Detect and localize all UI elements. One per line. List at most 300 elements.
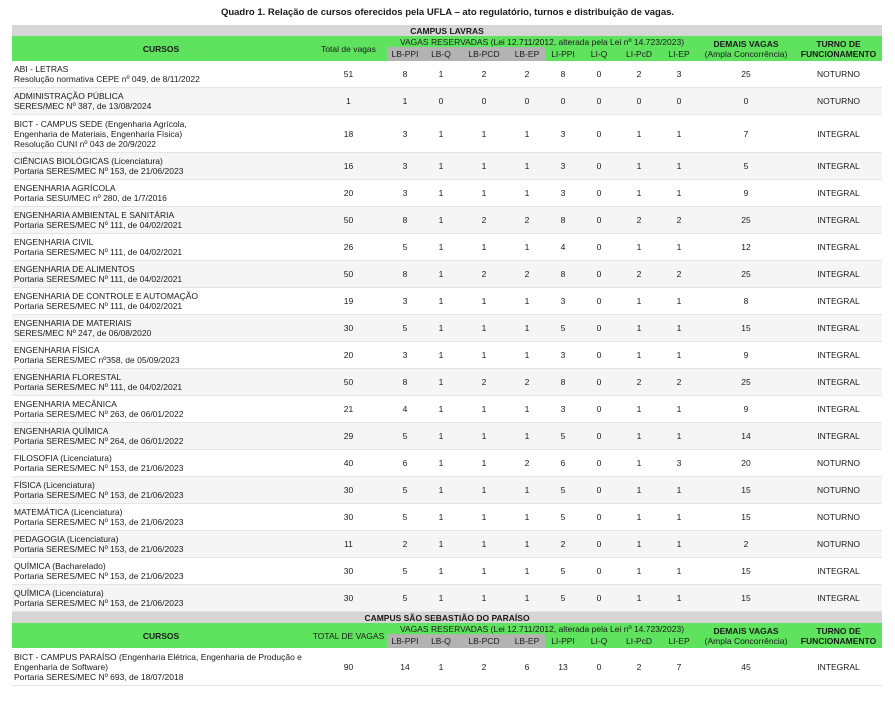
quota-lb-pcd: 1 — [459, 115, 509, 153]
demais-vagas: 25 — [697, 369, 795, 396]
quota-li-pcd: 1 — [617, 396, 661, 423]
quota-lb-q: 1 — [423, 558, 459, 585]
courses-table — [12, 25, 882, 686]
quota-li-ep: 1 — [661, 558, 697, 585]
course-name: QUÍMICA (Licenciatura) — [14, 588, 104, 598]
course-name: ENGENHARIA DE CONTROLE E AUTOMAÇÃO — [14, 291, 199, 301]
table-caption: Quadro 1. Relação de cursos oferecidos pela UFLA – ato regulatório, turnos e distribuição de vagas. — [220, 7, 675, 18]
course-name-cell — [12, 315, 310, 342]
header-turno-line2: FUNCIONAMENTO — [800, 48, 877, 59]
course-act: Engenharia de Software) — [14, 661, 109, 672]
quota-li-pcd: 1 — [617, 234, 661, 261]
quota-li-ppi: 5 — [545, 585, 581, 612]
quota-li-pcd: 2 — [617, 261, 661, 288]
quota-li-ep: 1 — [661, 342, 697, 369]
turno: INTEGRAL — [795, 369, 882, 396]
total-vagas: 50 — [310, 261, 387, 288]
quota-lb-q: 1 — [423, 585, 459, 612]
quota-li-pcd: 1 — [617, 531, 661, 558]
header-demais-line2: (Ampla Concorrência) — [704, 48, 788, 59]
turno: INTEGRAL — [795, 558, 882, 585]
quota-li-q: 0 — [581, 61, 617, 88]
demais-vagas: 0 — [697, 88, 795, 115]
course-act: Portaria SERES/MEC Nº 111, de 04/02/2021 — [14, 220, 183, 230]
course-name: PEDAGOGIA (Licenciatura) — [14, 534, 119, 544]
header-quota-li-ppi: LI-PPI — [545, 47, 581, 61]
table-row — [12, 477, 882, 504]
demais-vagas: 9 — [697, 396, 795, 423]
total-vagas: 20 — [310, 342, 387, 369]
quota-li-q: 0 — [581, 450, 617, 477]
quota-li-pcd: 2 — [617, 207, 661, 234]
quota-lb-ep: 1 — [509, 342, 545, 369]
course-name: ENGENHARIA FLORESTAL — [14, 372, 122, 382]
course-act: Portaria SERES/MEC Nº 111, de 04/02/2021 — [14, 301, 183, 311]
total-vagas: 30 — [310, 558, 387, 585]
course-name-cell — [12, 648, 310, 686]
quota-lb-pcd: 1 — [459, 477, 509, 504]
header-quota-lb-ep: LB-EP — [509, 47, 545, 61]
course-act: Resolução CUNI nº 043 de 20/9/2022 — [14, 138, 157, 149]
header-quota-li-ep: LI-EP — [661, 634, 697, 648]
quota-li-q: 0 — [581, 234, 617, 261]
quota-li-q: 0 — [581, 180, 617, 207]
demais-vagas: 20 — [697, 450, 795, 477]
quota-lb-q: 1 — [423, 504, 459, 531]
quota-li-ep: 2 — [661, 207, 697, 234]
header-demais-line1: DEMAIS VAGAS — [713, 38, 779, 49]
course-name-cell — [12, 585, 310, 612]
header-quota-li-ep: LI-EP — [661, 47, 697, 61]
turno: NOTURNO — [795, 504, 882, 531]
header-quota-lb-pcd: LB-PCD — [459, 47, 509, 61]
demais-vagas: 8 — [697, 288, 795, 315]
header-quota-li-ppi: LI-PPI — [545, 634, 581, 648]
demais-vagas: 25 — [697, 261, 795, 288]
quota-li-q: 0 — [581, 648, 617, 686]
quota-li-q: 0 — [581, 558, 617, 585]
quota-li-ep: 1 — [661, 234, 697, 261]
quota-li-ep: 1 — [661, 153, 697, 180]
quota-lb-ppi: 8 — [387, 369, 423, 396]
turno: INTEGRAL — [795, 115, 882, 153]
quota-lb-pcd: 1 — [459, 315, 509, 342]
quota-li-ep: 1 — [661, 288, 697, 315]
quota-lb-pcd: 2 — [459, 648, 509, 686]
quota-lb-pcd: 1 — [459, 504, 509, 531]
total-vagas: 29 — [310, 423, 387, 450]
total-vagas: 50 — [310, 369, 387, 396]
total-vagas: 16 — [310, 153, 387, 180]
quota-lb-q: 1 — [423, 234, 459, 261]
quota-lb-pcd: 1 — [459, 423, 509, 450]
quota-lb-ppi: 14 — [387, 648, 423, 686]
table-row — [12, 531, 882, 558]
quota-lb-ep: 1 — [509, 115, 545, 153]
quota-li-q: 0 — [581, 115, 617, 153]
quota-li-ep: 1 — [661, 585, 697, 612]
quota-lb-ep: 1 — [509, 180, 545, 207]
table-row — [12, 423, 882, 450]
quota-lb-ep: 1 — [509, 423, 545, 450]
table-row — [12, 504, 882, 531]
course-name-cell — [12, 531, 310, 558]
course-act: Portaria SERES/MEC Nº 153, de 21/06/2023 — [14, 490, 184, 500]
header-demais-line2: (Ampla Concorrência) — [704, 635, 788, 646]
turno: INTEGRAL — [795, 288, 882, 315]
quota-lb-q: 1 — [423, 369, 459, 396]
quota-li-ep: 1 — [661, 477, 697, 504]
quota-lb-pcd: 1 — [459, 396, 509, 423]
course-name: BICT - CAMPUS SEDE (Engenharia Agrícola, — [14, 118, 187, 129]
quota-lb-q: 1 — [423, 115, 459, 153]
turno: NOTURNO — [795, 88, 882, 115]
quota-lb-ppi: 5 — [387, 585, 423, 612]
quota-lb-pcd: 1 — [459, 531, 509, 558]
table-row — [12, 234, 882, 261]
quota-li-pcd: 1 — [617, 585, 661, 612]
quota-lb-q: 1 — [423, 207, 459, 234]
turno: INTEGRAL — [795, 153, 882, 180]
demais-vagas: 45 — [697, 648, 795, 686]
course-name-cell — [12, 207, 310, 234]
course-name-cell — [12, 115, 310, 153]
table-row — [12, 261, 882, 288]
quota-lb-q: 1 — [423, 450, 459, 477]
quota-lb-q: 1 — [423, 531, 459, 558]
quota-lb-ppi: 3 — [387, 115, 423, 153]
quota-lb-ppi: 3 — [387, 288, 423, 315]
quota-lb-ppi: 5 — [387, 423, 423, 450]
course-act: Portaria SERES/MEC Nº 153, de 21/06/2023 — [14, 571, 184, 581]
table-row — [12, 180, 882, 207]
quota-lb-ep: 0 — [509, 88, 545, 115]
quota-li-ep: 1 — [661, 115, 697, 153]
quota-lb-ppi: 5 — [387, 477, 423, 504]
quota-lb-pcd: 1 — [459, 342, 509, 369]
quota-lb-pcd: 2 — [459, 61, 509, 88]
demais-vagas: 15 — [697, 477, 795, 504]
course-name: ENGENHARIA FÍSICA — [14, 345, 100, 355]
demais-vagas: 15 — [697, 558, 795, 585]
course-act: Portaria SERES/MEC nº358, de 05/09/2023 — [14, 355, 180, 365]
turno: INTEGRAL — [795, 261, 882, 288]
quota-li-pcd: 1 — [617, 288, 661, 315]
header-quota-lb-q: LB-Q — [423, 634, 459, 648]
total-vagas: 20 — [310, 180, 387, 207]
course-name: FILOSOFIA (Licenciatura) — [14, 453, 112, 463]
quota-lb-pcd: 1 — [459, 180, 509, 207]
turno: NOTURNO — [795, 61, 882, 88]
table-row — [12, 450, 882, 477]
header-reserved-group: VAGAS RESERVADAS (Lei 12.711/2012, alterada pela Lei nº 14.723/2023) — [387, 623, 697, 634]
quota-li-q: 0 — [581, 288, 617, 315]
quota-lb-ep: 1 — [509, 153, 545, 180]
quota-li-ppi: 8 — [545, 207, 581, 234]
course-name-cell — [12, 61, 310, 88]
quota-li-pcd: 1 — [617, 153, 661, 180]
header-total: Total de vagas — [310, 36, 387, 61]
header-quota-li-pcd: LI-PcD — [617, 634, 661, 648]
quota-lb-ep: 1 — [509, 396, 545, 423]
course-act: Portaria SERES/MEC Nº 693, de 18/07/2018 — [14, 671, 184, 682]
quota-li-ep: 1 — [661, 315, 697, 342]
course-act: Portaria SERES/MEC Nº 111, de 04/02/2021 — [14, 274, 183, 284]
quota-li-q: 0 — [581, 342, 617, 369]
course-name-cell — [12, 423, 310, 450]
quota-li-pcd: 1 — [617, 558, 661, 585]
quota-lb-pcd: 1 — [459, 153, 509, 180]
quota-li-q: 0 — [581, 88, 617, 115]
quota-li-pcd: 1 — [617, 450, 661, 477]
course-act: SERES/MEC Nº 387, de 13/08/2024 — [14, 101, 152, 111]
quota-li-q: 0 — [581, 315, 617, 342]
turno: INTEGRAL — [795, 207, 882, 234]
total-vagas: 30 — [310, 477, 387, 504]
course-act: Portaria SERES/MEC Nº 264, de 06/01/2022 — [14, 436, 184, 446]
header-turno-line1: TURNO DE — [816, 38, 861, 49]
header-quota-li-q: LI-Q — [581, 634, 617, 648]
quota-lb-ppi: 4 — [387, 396, 423, 423]
quota-lb-ep: 1 — [509, 531, 545, 558]
quota-lb-ppi: 5 — [387, 315, 423, 342]
total-vagas: 26 — [310, 234, 387, 261]
quota-li-ppi: 2 — [545, 531, 581, 558]
quota-li-pcd: 1 — [617, 477, 661, 504]
header-quota-lb-ppi: LB-PPI — [387, 47, 423, 61]
quota-lb-q: 0 — [423, 88, 459, 115]
header-cursos: CURSOS — [12, 623, 310, 648]
course-name: BICT - CAMPUS PARAÍSO (Engenharia Elétrica, Engenharia de Produção e — [14, 651, 302, 662]
turno: INTEGRAL — [795, 342, 882, 369]
quota-lb-pcd: 2 — [459, 261, 509, 288]
quota-lb-ep: 1 — [509, 477, 545, 504]
quota-lb-q: 1 — [423, 342, 459, 369]
course-name: ENGENHARIA AGRÍCOLA — [14, 183, 116, 193]
turno: INTEGRAL — [795, 315, 882, 342]
table-row — [12, 315, 882, 342]
demais-vagas: 9 — [697, 342, 795, 369]
course-act: Engenharia de Materiais, Engenharia Física) — [14, 128, 183, 139]
course-name-cell — [12, 153, 310, 180]
quota-lb-ppi: 1 — [387, 88, 423, 115]
course-act: Portaria SERES/MEC Nº 263, de 06/01/2022 — [14, 409, 184, 419]
total-vagas: 30 — [310, 504, 387, 531]
quota-lb-ppi: 5 — [387, 558, 423, 585]
course-name: MATEMÁTICA (Licenciatura) — [14, 507, 123, 517]
demais-vagas: 12 — [697, 234, 795, 261]
table-row — [12, 342, 882, 369]
quota-li-ep: 1 — [661, 180, 697, 207]
course-name-cell — [12, 288, 310, 315]
total-vagas: 1 — [310, 88, 387, 115]
quota-li-ppi: 3 — [545, 115, 581, 153]
header-quota-lb-ppi: LB-PPI — [387, 634, 423, 648]
quota-li-q: 0 — [581, 477, 617, 504]
quota-lb-ep: 1 — [509, 234, 545, 261]
quota-lb-ppi: 3 — [387, 180, 423, 207]
total-vagas: 50 — [310, 207, 387, 234]
course-act: Portaria SERES/MEC Nº 111, de 04/02/2021 — [14, 382, 183, 392]
turno: INTEGRAL — [795, 648, 882, 686]
header-cursos: CURSOS — [12, 36, 310, 61]
quota-li-ppi: 3 — [545, 288, 581, 315]
quota-li-q: 0 — [581, 423, 617, 450]
course-name-cell — [12, 369, 310, 396]
quota-li-ep: 1 — [661, 423, 697, 450]
header-quota-lb-q: LB-Q — [423, 47, 459, 61]
turno: INTEGRAL — [795, 423, 882, 450]
quota-li-q: 0 — [581, 585, 617, 612]
quota-lb-ep: 2 — [509, 369, 545, 396]
quota-li-ep: 2 — [661, 369, 697, 396]
quota-li-pcd: 1 — [617, 180, 661, 207]
course-name-cell — [12, 88, 310, 115]
quota-li-q: 0 — [581, 153, 617, 180]
quota-li-ppi: 5 — [545, 477, 581, 504]
quota-li-ep: 3 — [661, 450, 697, 477]
table-row — [12, 648, 882, 686]
course-name-cell — [12, 504, 310, 531]
demais-vagas: 15 — [697, 315, 795, 342]
quota-lb-q: 1 — [423, 477, 459, 504]
table-row — [12, 207, 882, 234]
turno: NOTURNO — [795, 450, 882, 477]
quota-li-ep: 7 — [661, 648, 697, 686]
course-name: ENGENHARIA AMBIENTAL E SANITÁRIA — [14, 210, 175, 220]
course-name-cell — [12, 234, 310, 261]
table-row — [12, 396, 882, 423]
quota-li-pcd: 2 — [617, 648, 661, 686]
header-turno-line1: TURNO DE — [816, 625, 861, 636]
quota-li-ppi: 3 — [545, 396, 581, 423]
course-act: Portaria SERES/MEC Nº 153, de 21/06/2023 — [14, 166, 184, 176]
quota-lb-ep: 1 — [509, 558, 545, 585]
course-act: Resolução normativa CEPE nº 049, de 8/11/2022 — [14, 74, 200, 84]
quota-li-pcd: 1 — [617, 315, 661, 342]
course-name-cell — [12, 477, 310, 504]
quota-li-ep: 1 — [661, 531, 697, 558]
demais-vagas: 9 — [697, 180, 795, 207]
table-row — [12, 585, 882, 612]
total-vagas: 30 — [310, 585, 387, 612]
total-vagas: 90 — [310, 648, 387, 686]
quota-lb-ep: 2 — [509, 207, 545, 234]
quota-li-ppi: 8 — [545, 369, 581, 396]
quota-li-ppi: 5 — [545, 423, 581, 450]
demais-vagas: 15 — [697, 585, 795, 612]
quota-lb-q: 1 — [423, 423, 459, 450]
quota-lb-ppi: 3 — [387, 342, 423, 369]
course-act: SERES/MEC Nº 247, de 06/08/2020 — [14, 328, 152, 338]
course-name: QUÍMICA (Bacharelado) — [14, 561, 106, 571]
quota-lb-pcd: 0 — [459, 88, 509, 115]
column-header-row — [12, 623, 882, 634]
quota-li-ppi: 3 — [545, 153, 581, 180]
turno: INTEGRAL — [795, 180, 882, 207]
quota-lb-q: 1 — [423, 61, 459, 88]
header-turno — [795, 623, 882, 648]
course-name: ENGENHARIA DE ALIMENTOS — [14, 264, 135, 274]
course-act: Portaria SERES/MEC Nº 153, de 21/06/2023 — [14, 544, 184, 554]
header-total: TOTAL DE VAGAS — [310, 623, 387, 648]
quota-lb-ep: 1 — [509, 504, 545, 531]
demais-vagas: 15 — [697, 504, 795, 531]
campus-header-row — [12, 25, 882, 36]
quota-lb-pcd: 1 — [459, 234, 509, 261]
quota-lb-pcd: 2 — [459, 369, 509, 396]
total-vagas: 19 — [310, 288, 387, 315]
quota-li-ppi: 5 — [545, 504, 581, 531]
column-header-row — [12, 36, 882, 47]
course-name: ADMINISTRAÇÃO PÚBLICA — [14, 91, 124, 101]
course-name-cell — [12, 396, 310, 423]
course-name: ENGENHARIA MECÂNICA — [14, 399, 117, 409]
quota-lb-pcd: 2 — [459, 207, 509, 234]
quota-lb-ep: 1 — [509, 315, 545, 342]
quota-li-q: 0 — [581, 207, 617, 234]
quota-li-ppi: 5 — [545, 558, 581, 585]
course-name-cell — [12, 180, 310, 207]
quota-lb-q: 1 — [423, 261, 459, 288]
course-name: CIÊNCIAS BIOLÓGICAS (Licenciatura) — [14, 156, 163, 166]
quota-lb-ppi: 8 — [387, 61, 423, 88]
course-name: ENGENHARIA CIVIL — [14, 237, 94, 247]
quota-lb-q: 1 — [423, 180, 459, 207]
quota-li-ppi: 0 — [545, 88, 581, 115]
quota-lb-ep: 1 — [509, 585, 545, 612]
demais-vagas: 14 — [697, 423, 795, 450]
table-row — [12, 153, 882, 180]
header-quota-li-q: LI-Q — [581, 47, 617, 61]
total-vagas: 40 — [310, 450, 387, 477]
quota-lb-ppi: 2 — [387, 531, 423, 558]
table-row — [12, 115, 882, 153]
course-act: Portaria SERES/MEC Nº 153, de 21/06/2023 — [14, 463, 184, 473]
quota-li-pcd: 2 — [617, 61, 661, 88]
quota-li-ppi: 13 — [545, 648, 581, 686]
quota-li-ep: 1 — [661, 504, 697, 531]
course-name-cell — [12, 558, 310, 585]
quota-li-ppi: 3 — [545, 342, 581, 369]
turno: INTEGRAL — [795, 396, 882, 423]
quota-li-pcd: 1 — [617, 423, 661, 450]
quota-li-ep: 3 — [661, 61, 697, 88]
header-demais — [697, 36, 795, 61]
table-row — [12, 88, 882, 115]
total-vagas: 18 — [310, 115, 387, 153]
table-row — [12, 61, 882, 88]
course-name-cell — [12, 261, 310, 288]
course-name: FÍSICA (Licenciatura) — [14, 480, 95, 490]
quota-li-ep: 0 — [661, 88, 697, 115]
header-demais — [697, 623, 795, 648]
header-demais-line1: DEMAIS VAGAS — [713, 625, 779, 636]
table-row — [12, 288, 882, 315]
quota-li-q: 0 — [581, 396, 617, 423]
quota-li-ppi: 6 — [545, 450, 581, 477]
quota-lb-ppi: 6 — [387, 450, 423, 477]
quota-li-pcd: 1 — [617, 342, 661, 369]
quota-lb-q: 1 — [423, 648, 459, 686]
turno: NOTURNO — [795, 477, 882, 504]
quota-lb-ep: 2 — [509, 450, 545, 477]
quota-lb-q: 1 — [423, 396, 459, 423]
turno: INTEGRAL — [795, 585, 882, 612]
quota-li-ep: 1 — [661, 396, 697, 423]
quota-li-q: 0 — [581, 531, 617, 558]
quota-li-ppi: 4 — [545, 234, 581, 261]
